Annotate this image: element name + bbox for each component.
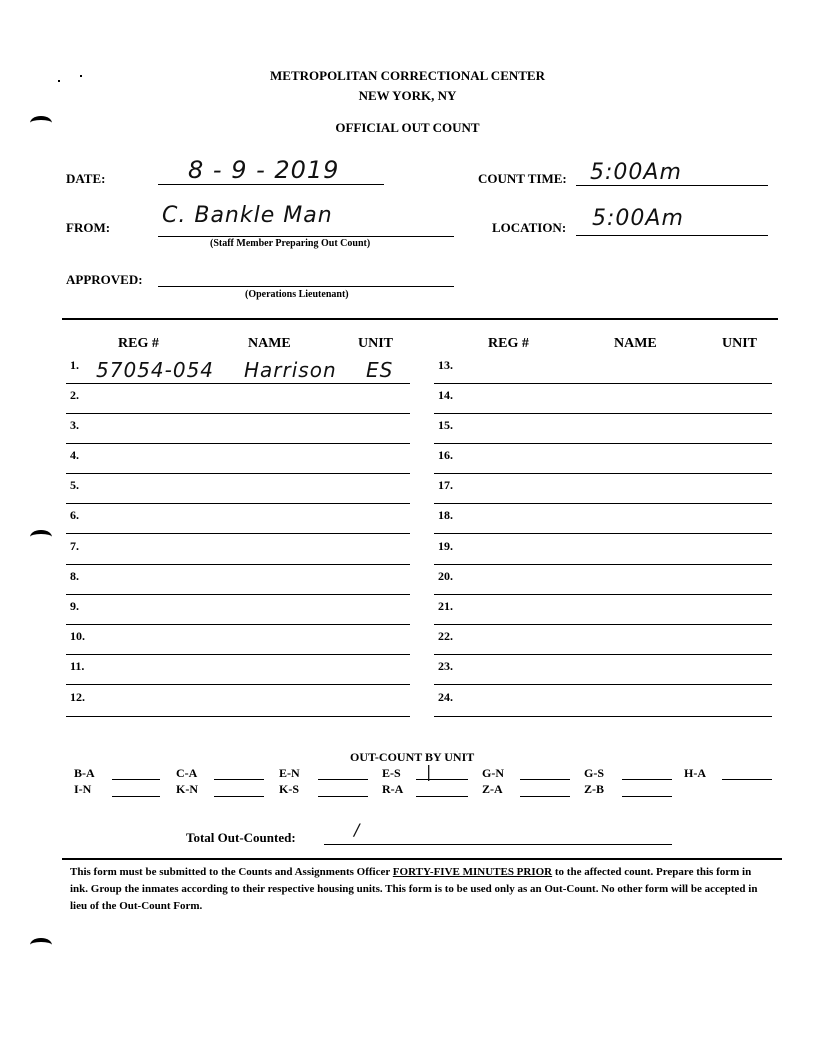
row-line xyxy=(434,624,772,625)
form-title: OFFICIAL OUT COUNT xyxy=(335,120,480,135)
from-value[interactable]: C. Bankle Man xyxy=(162,203,333,228)
unit-field-r-a[interactable] xyxy=(416,796,468,797)
row-line xyxy=(434,473,772,474)
row1-unit-value[interactable]: ES xyxy=(366,358,394,382)
location-underline xyxy=(576,235,768,236)
row-number: 21. xyxy=(438,599,453,613)
location-value[interactable]: 5:00Am xyxy=(592,206,684,231)
org-title: METROPOLITAN CORRECTIONAL CENTER xyxy=(270,68,545,83)
row-number: 14. xyxy=(438,388,453,402)
unit-label-h-a: H-A xyxy=(684,766,706,780)
hole-punch-mark xyxy=(30,938,52,952)
row-line xyxy=(66,624,410,625)
footer-text-before: This form must be submitted to the Counts and Assignments Officer xyxy=(70,866,393,878)
count-time-value[interactable]: 5:00Am xyxy=(590,160,682,185)
unit-value-e-s[interactable]: | xyxy=(426,762,433,781)
row-line xyxy=(66,564,410,565)
unit-label-k-s: K-S xyxy=(279,782,300,796)
row-number: 4. xyxy=(70,448,79,462)
unit-label-z-a: Z-A xyxy=(482,782,503,796)
row-number: 13. xyxy=(438,358,453,372)
unit-field-z-b[interactable] xyxy=(622,796,672,797)
total-value[interactable]: / xyxy=(354,820,361,839)
row-line xyxy=(434,443,772,444)
row-number: 8. xyxy=(70,569,79,583)
footer-rule xyxy=(62,858,782,860)
row1-reg-value[interactable]: 57054-054 xyxy=(96,358,215,382)
unit-field-h-a[interactable] xyxy=(722,779,772,780)
row-number: 16. xyxy=(438,448,453,462)
unit-field-g-s[interactable] xyxy=(622,779,672,780)
unit-field-z-a[interactable] xyxy=(520,796,570,797)
left-header-reg: REG # xyxy=(118,336,159,351)
row-line xyxy=(66,533,410,534)
row-line xyxy=(66,503,410,504)
row-number: 7. xyxy=(70,539,79,553)
unit-field-c-a[interactable] xyxy=(214,779,264,780)
row-line xyxy=(434,716,772,717)
row-line xyxy=(434,564,772,565)
approved-label: APPROVED: xyxy=(66,272,143,287)
unit-label-c-a: C-A xyxy=(176,766,198,780)
row-number: 18. xyxy=(438,508,453,522)
row-line xyxy=(66,654,410,655)
footer-text-underlined: FORTY-FIVE MINUTES PRIOR xyxy=(392,866,553,878)
unit-label-b-a: B-A xyxy=(74,766,95,780)
right-header-reg: REG # xyxy=(488,336,529,351)
row-line xyxy=(66,594,410,595)
left-header-unit: UNIT xyxy=(358,336,394,351)
row-number: 3. xyxy=(70,418,79,432)
row-number: 20. xyxy=(438,569,453,583)
row-line xyxy=(66,383,410,384)
total-underline xyxy=(324,844,672,845)
row-line xyxy=(66,413,410,414)
date-value[interactable]: 8 - 9 - 2019 xyxy=(188,156,340,184)
from-label: FROM: xyxy=(66,220,111,235)
date-underline xyxy=(158,184,384,185)
right-header-unit: UNIT xyxy=(722,336,758,351)
row-line xyxy=(434,594,772,595)
row-line xyxy=(434,503,772,504)
row-line xyxy=(434,684,772,685)
unit-label-e-n: E-N xyxy=(279,766,300,780)
unit-field-b-a[interactable] xyxy=(112,779,160,780)
table-top-rule xyxy=(62,318,778,320)
row-number: 1. xyxy=(70,358,79,372)
row-number: 6. xyxy=(70,508,79,522)
row-number: 11. xyxy=(70,659,85,673)
outcount-title: OUT-COUNT BY UNIT xyxy=(350,750,475,764)
row-number: 2. xyxy=(70,388,79,402)
count-time-underline xyxy=(576,185,768,186)
unit-label-k-n: K-N xyxy=(176,782,198,796)
right-header-name: NAME xyxy=(614,336,657,351)
row-line xyxy=(434,654,772,655)
row-number: 19. xyxy=(438,539,453,553)
unit-label-r-a: R-A xyxy=(382,782,404,796)
unit-field-e-n[interactable] xyxy=(318,779,368,780)
row-line xyxy=(434,383,772,384)
row-number: 22. xyxy=(438,629,453,643)
row-number: 24. xyxy=(438,690,453,704)
footer-instructions xyxy=(70,864,770,915)
unit-field-e-s[interactable] xyxy=(416,779,468,780)
row-line xyxy=(66,473,410,474)
total-label: Total Out-Counted: xyxy=(186,830,296,845)
row-line xyxy=(434,533,772,534)
unit-field-k-n[interactable] xyxy=(214,796,264,797)
left-header-name: NAME xyxy=(248,336,291,351)
city-title: NEW YORK, NY xyxy=(358,88,457,103)
row-line xyxy=(66,684,410,685)
location-label: LOCATION: xyxy=(492,220,567,235)
from-caption: (Staff Member Preparing Out Count) xyxy=(210,238,371,249)
unit-label-g-s: G-S xyxy=(584,766,605,780)
row-number: 17. xyxy=(438,478,453,492)
unit-field-g-n[interactable] xyxy=(520,779,570,780)
unit-label-z-b: Z-B xyxy=(584,782,605,796)
from-underline xyxy=(158,236,454,237)
approved-caption: (Operations Lieutenant) xyxy=(245,289,349,300)
date-label: DATE: xyxy=(66,171,106,186)
unit-field-i-n[interactable] xyxy=(112,796,160,797)
row-number: 23. xyxy=(438,659,453,673)
row-number: 9. xyxy=(70,599,79,613)
footer-text-after: to the affected count. Prepare this form in ink. Group the inmates according to their respective housing units. This form is to be used only as an Out-Count. No other form will be accepted in lieu of the Out-Count Form. xyxy=(70,866,758,912)
row-number: 15. xyxy=(438,418,453,432)
count-time-label: COUNT TIME: xyxy=(478,171,567,186)
row-number: 10. xyxy=(70,629,85,643)
unit-label-i-n: I-N xyxy=(74,782,92,796)
row-line xyxy=(66,716,410,717)
approved-underline xyxy=(158,286,454,287)
row-line xyxy=(66,443,410,444)
row-number: 12. xyxy=(70,690,85,704)
row1-name-value[interactable]: Harrison xyxy=(244,358,337,382)
hole-punch-mark xyxy=(30,530,52,544)
row-line xyxy=(434,413,772,414)
unit-label-g-n: G-N xyxy=(482,766,504,780)
unit-field-k-s[interactable] xyxy=(318,796,368,797)
unit-label-e-s: E-S xyxy=(382,766,401,780)
row-number: 5. xyxy=(70,478,79,492)
